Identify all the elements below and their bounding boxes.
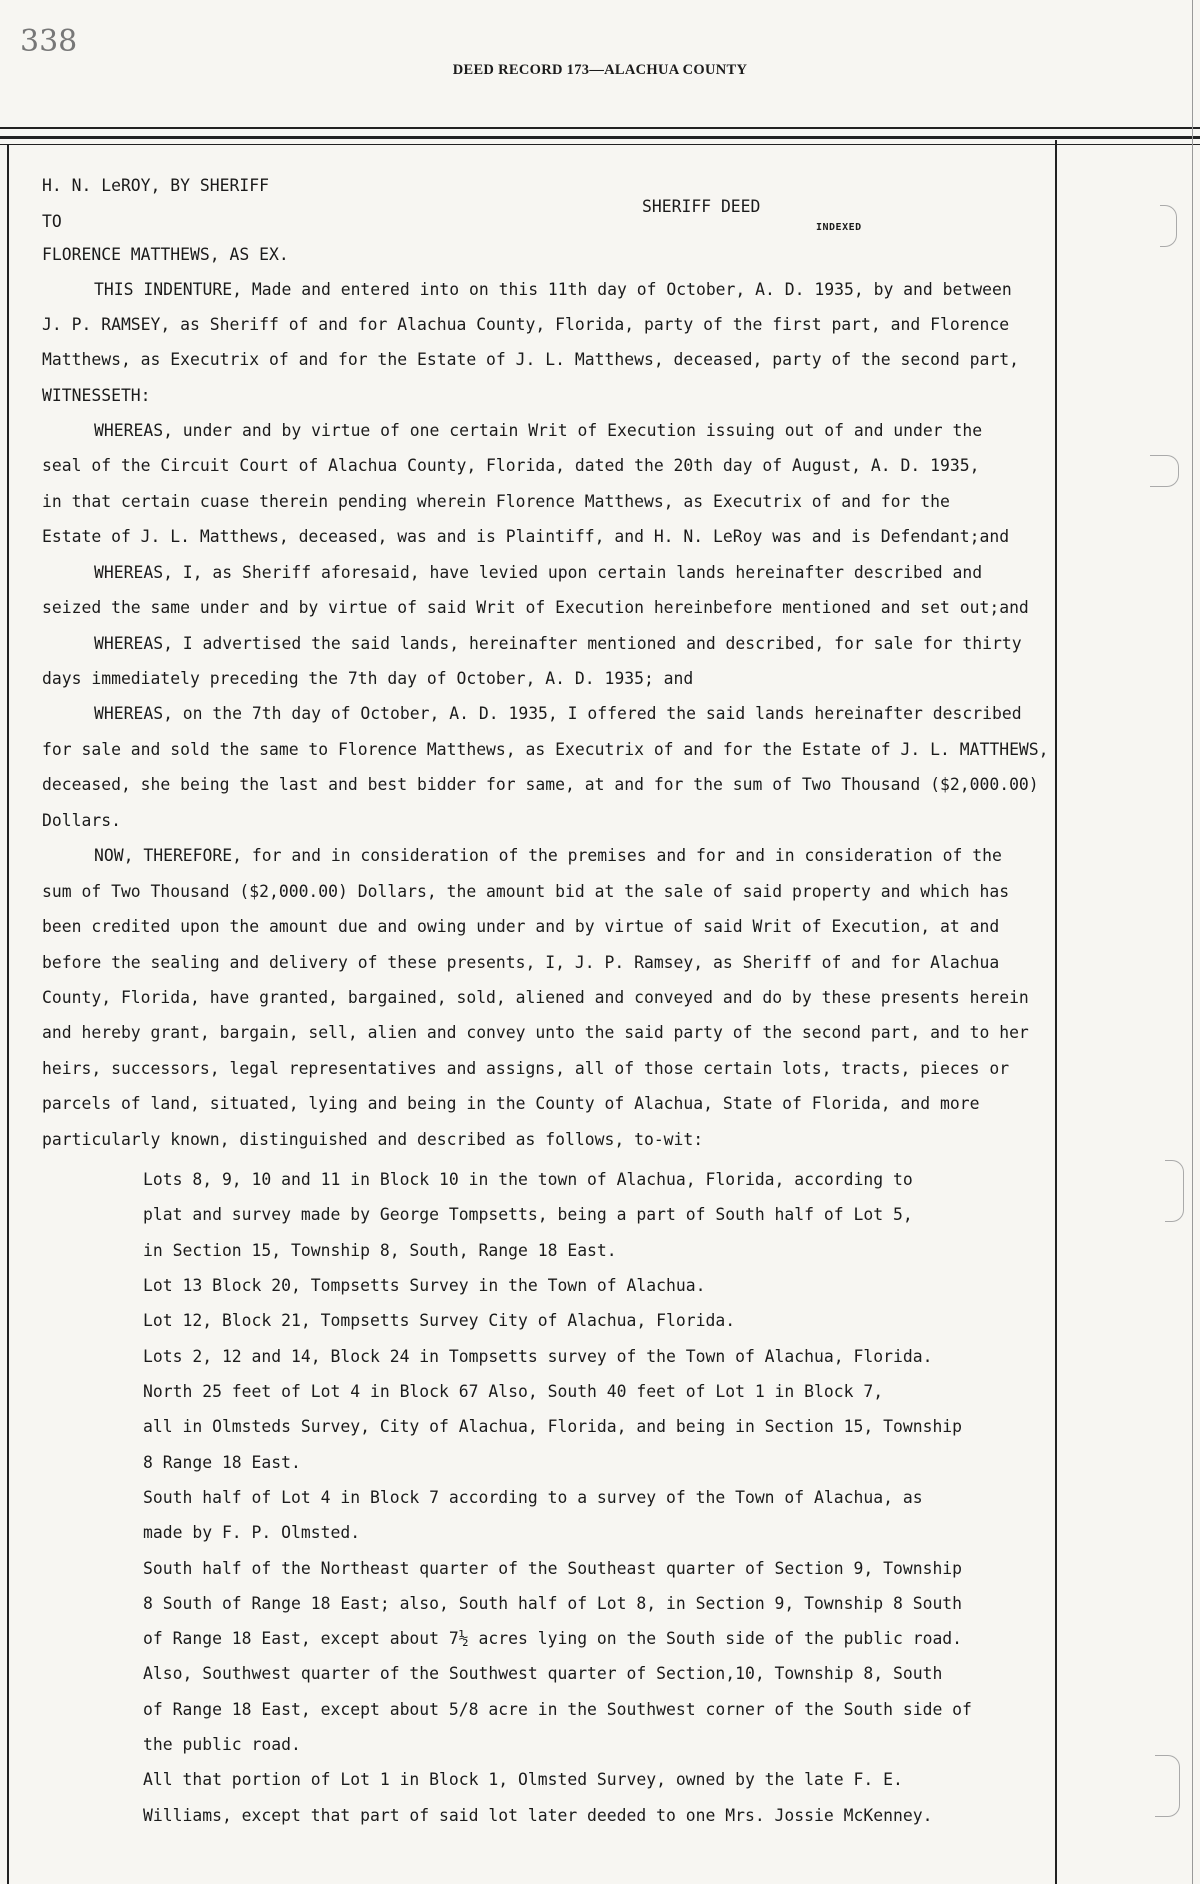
body-line: NOW, THEREFORE, for and in consideration of the premises and for and in consideration of the xyxy=(94,846,1002,865)
body-line: WHEREAS, I advertised the said lands, hereinafter mentioned and described, for sale for thirty xyxy=(94,634,1022,653)
body-line: days immediately preceding the 7th day of October, A. D. 1935; and xyxy=(42,669,694,688)
body-line: Matthews, as Executrix of and for the Estate of J. L. Matthews, deceased, party of the second part, xyxy=(42,350,1019,369)
body-line: Dollars. xyxy=(42,811,121,830)
body-line: for sale and sold the same to Florence Matthews, as Executrix of and for the Estate of J. L. MATTHEWS, xyxy=(42,740,1049,759)
margin-mark xyxy=(1155,1755,1180,1817)
property-line: made by F. P. Olmsted. xyxy=(143,1523,361,1542)
body-line: been credited upon the amount due and owing under and by virtue of said Writ of Execution, at and xyxy=(42,917,1000,936)
body-line: WITNESSETH: xyxy=(42,386,151,405)
margin-mark xyxy=(1150,455,1179,487)
property-line: in Section 15, Township 8, South, Range 18 East. xyxy=(143,1241,617,1260)
grantee-name: FLORENCE MATTHEWS, AS EX. xyxy=(42,245,289,264)
body-line: WHEREAS, on the 7th day of October, A. D. 1935, I offered the said lands hereinafter described xyxy=(94,704,1022,723)
body-line: seized the same under and by virtue of said Writ of Execution hereinbefore mentioned and set out;and xyxy=(42,598,1029,617)
body-line: in that certain cuase therein pending wherein Florence Matthews, as Executrix of and for the xyxy=(42,492,950,511)
property-line: plat and survey made by George Tompsetts, being a part of South half of Lot 5, xyxy=(143,1205,913,1224)
header-to: TO xyxy=(42,212,62,231)
property-line: South half of Lot 4 in Block 7 according to a survey of the Town of Alachua, as xyxy=(143,1488,923,1507)
property-line: the public road. xyxy=(143,1735,301,1754)
body-line: parcels of land, situated, lying and being in the County of Alachua, State of Florida, and more xyxy=(42,1094,980,1113)
property-line: Also, Southwest quarter of the Southwest quarter of Section,10, Township 8, South xyxy=(143,1664,943,1683)
property-line: North 25 feet of Lot 4 in Block 67 Also, South 40 feet of Lot 1 in Block 7, xyxy=(143,1382,884,1401)
property-line: All that portion of Lot 1 in Block 1, Olmsted Survey, owned by the late F. E. xyxy=(143,1770,903,1789)
right-margin-line xyxy=(1055,140,1057,1884)
property-line: South half of the Northeast quarter of the Southeast quarter of Section 9, Township xyxy=(143,1559,963,1578)
indexed-stamp: INDEXED xyxy=(816,222,862,233)
header-rule-top xyxy=(0,127,1200,129)
body-line: particularly known, distinguished and described as follows, to-wit: xyxy=(42,1130,704,1149)
margin-mark xyxy=(1160,205,1177,247)
property-line: Williams, except that part of said lot later deeded to one Mrs. Jossie McKenney. xyxy=(143,1806,933,1825)
property-line: Lot 12, Block 21, Tompsetts Survey City of Alachua, Florida. xyxy=(143,1311,736,1330)
running-head: DEED RECORD 173—ALACHUA COUNTY xyxy=(452,62,748,78)
body-line: WHEREAS, I, as Sheriff aforesaid, have levied upon certain lands hereinafter described and xyxy=(94,563,983,582)
body-line: sum of Two Thousand ($2,000.00) Dollars, the amount bid at the sale of said property and which has xyxy=(42,882,1010,901)
left-margin-line xyxy=(7,144,9,1884)
property-line: all in Olmsteds Survey, City of Alachua, Florida, and being in Section 15, Township xyxy=(143,1417,963,1436)
body-line: Estate of J. L. Matthews, deceased, was and is Plaintiff, and H. N. LeRoy was and is Defendant;and xyxy=(42,527,1010,546)
body-line: THIS INDENTURE, Made and entered into on this 11th day of October, A. D. 1935, by and between xyxy=(94,280,1012,299)
body-line: J. P. RAMSEY, as Sheriff of and for Alachua County, Florida, party of the first part, and Florence xyxy=(42,315,1010,334)
margin-mark xyxy=(1165,1160,1184,1222)
body-line: deceased, she being the last and best bidder for same, at and for the sum of Two Thousand ($2,000.00) xyxy=(42,775,1039,794)
grantor-name: H. N. LeROY, BY SHERIFF xyxy=(42,176,269,195)
body-line: County, Florida, have granted, bargained, sold, aliened and conveyed and do by these presents herein xyxy=(42,988,1029,1007)
property-line: 8 Range 18 East. xyxy=(143,1453,301,1472)
body-line: before the sealing and delivery of these presents, I, J. P. Ramsey, as Sheriff of and for Alachua xyxy=(42,953,1000,972)
property-line: Lots 2, 12 and 14, Block 24 in Tompsetts survey of the Town of Alachua, Florida. xyxy=(143,1347,933,1366)
body-line: and hereby grant, bargain, sell, alien and convey unto the said party of the second part, and to her xyxy=(42,1023,1029,1042)
page-number: 338 xyxy=(20,24,78,59)
body-line: seal of the Circuit Court of Alachua County, Florida, dated the 20th day of August, A. D. 1935, xyxy=(42,456,980,475)
property-line: Lots 8, 9, 10 and 11 in Block 10 in the town of Alachua, Florida, according to xyxy=(143,1170,913,1189)
header-rule-bottom xyxy=(0,144,1200,145)
header-rule-double xyxy=(0,136,1200,139)
property-line: of Range 18 East, except about 7½ acres lying on the South side of the public road. xyxy=(143,1629,963,1648)
page-edge xyxy=(1192,0,1193,1884)
property-line: Lot 13 Block 20, Tompsetts Survey in the Town of Alachua. xyxy=(143,1276,706,1295)
body-line: heirs, successors, legal representatives and assigns, all of those certain lots, tracts, pieces or xyxy=(42,1059,1010,1078)
deed-type: SHERIFF DEED xyxy=(642,197,761,216)
property-line: of Range 18 East, except about 5/8 acre in the Southwest corner of the South side of xyxy=(143,1700,972,1719)
property-line: 8 South of Range 18 East; also, South half of Lot 8, in Section 9, Township 8 South xyxy=(143,1594,963,1613)
body-line: WHEREAS, under and by virtue of one certain Writ of Execution issuing out of and under the xyxy=(94,421,983,440)
